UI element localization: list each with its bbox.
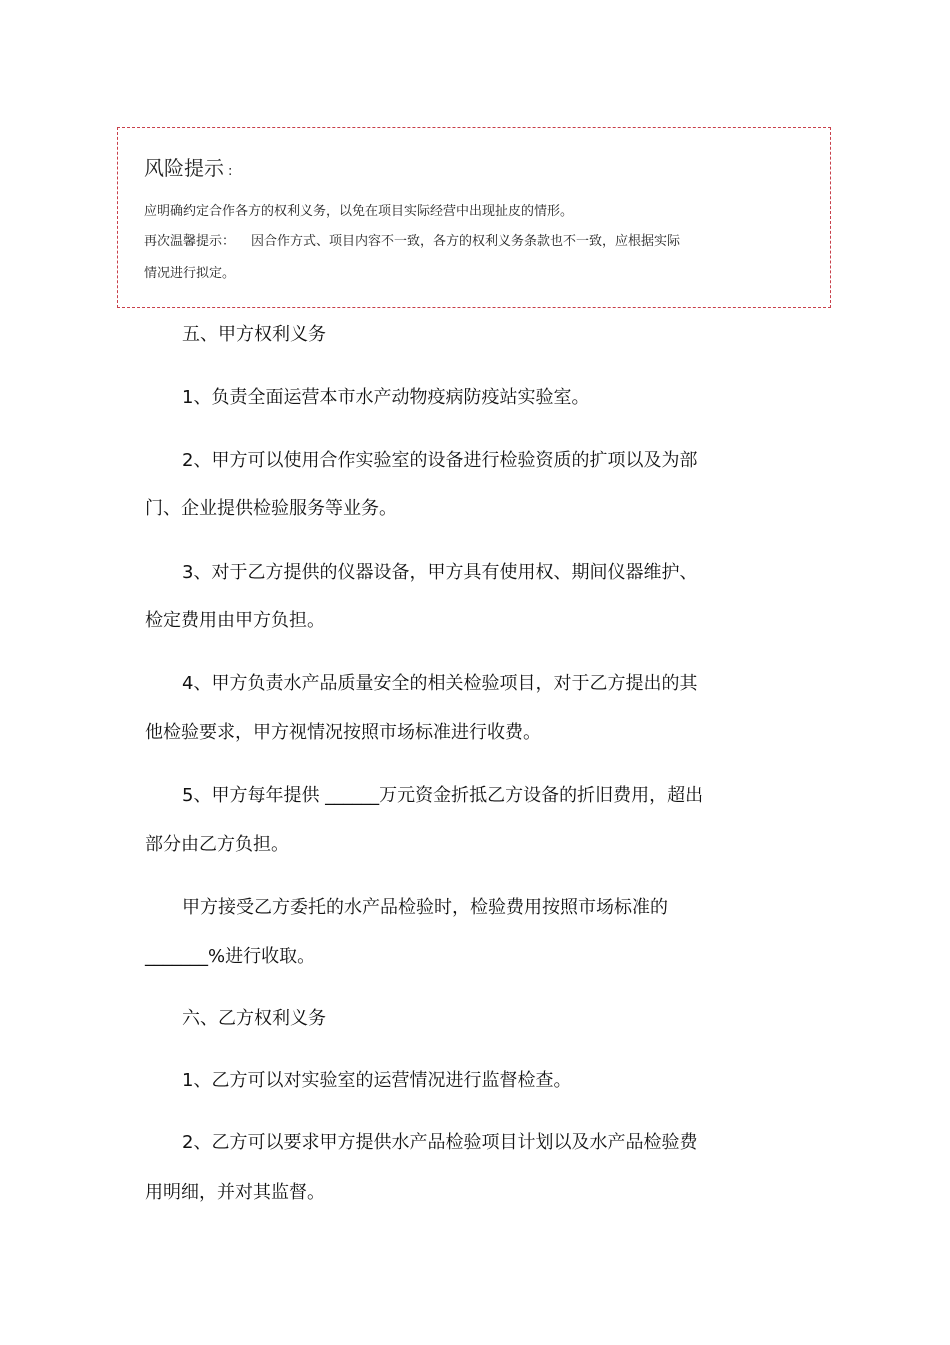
risk-notice-title <box>144 154 232 186</box>
section-5-item-2-line-2: 门、企业提供检验服务等业务。 <box>145 498 397 519</box>
section-5-paragraph-line-1: 甲方接受乙方委托的水产品检验时，检验费用按照市场标准的 <box>182 897 668 918</box>
section-5-item-4-line-1: 4、甲方负责水产品质量安全的相关检验项目，对于乙方提出的其 <box>182 673 698 694</box>
section-5-heading: 五、甲方权利义务 <box>182 324 326 345</box>
risk-notice-line-1: 应明确约定合作各方的权利义务，以免在项目实际经营中出现扯皮的情形。 <box>144 204 574 219</box>
risk-notice-line-3: 情况进行拟定。 <box>144 266 236 281</box>
risk-notice-title-text: 风险提示 <box>144 156 224 180</box>
section-6-item-1: 1、乙方可以对实验室的运营情况进行监督检查。 <box>182 1070 572 1091</box>
section-5-item-2-line-1: 2、甲方可以使用合作实验室的设备进行检验资质的扩项以及为部 <box>182 450 698 471</box>
risk-notice-reminder-label: 再次温馨提示： <box>144 234 236 249</box>
risk-notice-reminder-text: 因合作方式、项目内容不一致，各方的权利义务条款也不一致，应根据实际 <box>251 234 681 249</box>
section-5-item-5-line-1: 5、甲方每年提供 ______万元资金折抵乙方设备的折旧费用，超出 <box>182 785 704 806</box>
risk-notice-line-2 <box>144 233 680 251</box>
section-5-item-4-line-2: 他检验要求，甲方视情况按照市场标准进行收费。 <box>145 722 541 743</box>
section-6-item-2-line-2: 用明细，并对其监督。 <box>145 1182 325 1203</box>
section-5-item-5-line-2: 部分由乙方负担。 <box>145 834 289 855</box>
section-6-item-2-line-1: 2、乙方可以要求甲方提供水产品检验项目计划以及水产品检验费 <box>182 1132 698 1153</box>
risk-notice-colon: : <box>228 164 233 179</box>
section-5-item-3-line-1: 3、对于乙方提供的仪器设备，甲方具有使用权、期间仪器维护、 <box>182 562 698 583</box>
section-6-heading: 六、乙方权利义务 <box>182 1008 326 1029</box>
risk-notice-box <box>117 127 831 308</box>
section-5-item-1: 1、负责全面运营本市水产动物疫病防疫站实验室。 <box>182 387 590 408</box>
section-5-paragraph-line-2: _______%进行收取。 <box>145 946 316 967</box>
section-5-item-3-line-2: 检定费用由甲方负担。 <box>145 610 325 631</box>
